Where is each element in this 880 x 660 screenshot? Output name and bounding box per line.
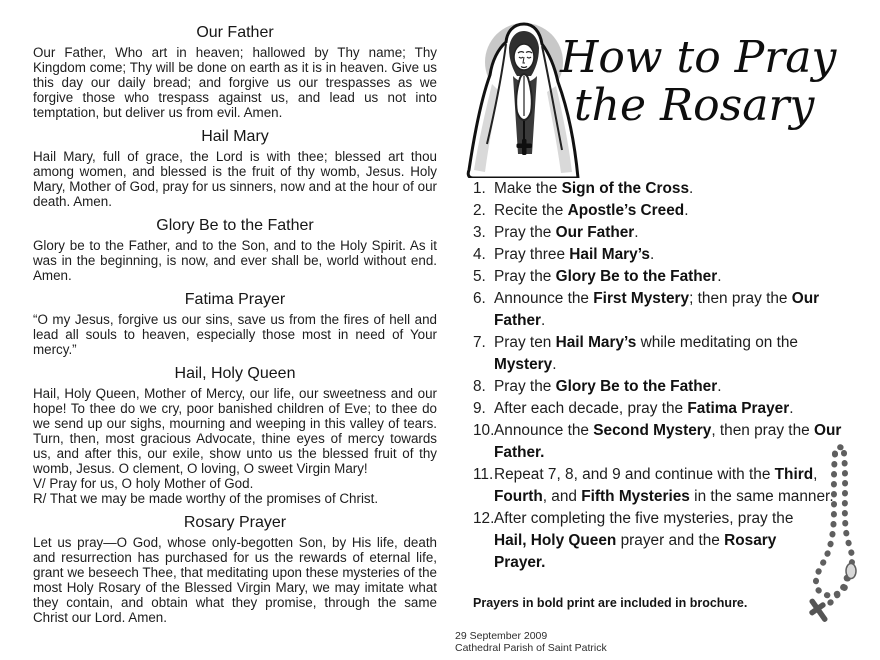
step-number: 12.: [473, 510, 495, 527]
step-text: Make the Sign of the Cross.: [494, 180, 694, 197]
prayer-versicle: V/ Pray for us, O holy Mother of God.: [33, 476, 254, 491]
rosary-step: [473, 464, 880, 508]
rosary-crucifix: [803, 594, 834, 626]
rosary-step: [473, 332, 880, 376]
step-text: Announce the First Mystery; then pray the Our Father.: [494, 290, 820, 329]
page-title-line1: How to Pray: [560, 32, 837, 83]
bold-print-note: Prayers in bold print are included in brochure.: [473, 596, 748, 610]
prayer-section: [33, 291, 437, 357]
prayer-title: Hail Mary: [201, 128, 269, 145]
step-number: 8.: [473, 378, 486, 395]
step-text: Pray the Glory Be to the Father.: [494, 378, 722, 395]
footer: [455, 631, 607, 654]
rosary-step: [473, 266, 880, 288]
prayer-sections: [33, 24, 437, 625]
prayer-body: Glory be to the Father, and to the Son, and to the Holy Spirit. As it was in the beginning, is now, and ever shall be, world without end. Amen.: [33, 238, 437, 283]
page-title: [560, 34, 836, 130]
step-text: Pray the Our Father.: [494, 224, 639, 241]
prayer-body: Hail Mary, full of grace, the Lord is with thee; blessed art thou among women, and blessed is the fruit of thy womb, Jesus. Holy Mary, Mother of God, pray for us sinners, now and at the hour of our death. Amen.: [33, 149, 437, 209]
step-number: 3.: [473, 224, 486, 241]
step-text: Pray the Glory Be to the Father.: [494, 268, 722, 285]
step-text: After each decade, pray the Fatima Prayer.: [494, 400, 794, 417]
rosary-step: [473, 508, 880, 574]
prayer-body: Let us pray—O God, whose only-begotten Son, by His life, death and resurrection has purchased for us the rewards of eternal life, grant we beseech Thee, that meditating upon these mysteries of the most Holy Rosary of the Blessed Virgin Mary, we may imitate what they contain, and obtain what they promise, through the same Christ our Lord. Amen.: [33, 535, 437, 625]
rosary-step: [473, 244, 880, 266]
step-text: Recite the Apostle’s Creed.: [494, 202, 689, 219]
prayer-body: Hail, Holy Queen, Mother of Mercy, our life, our sweetness and our hope! To thee do we cry, poor banished children of Eve; to thee do we send up our sighs, mourning and weeping in this valley of tears. Turn, then, most gracious Advocate, thine eyes of mercy towards us, and after this, our exile, show unto us the blessed fruit of thy womb, Jesus. O clement, O loving, O sweet Virgin Mary!: [33, 386, 437, 476]
pendant-cross-horizontal: [517, 144, 533, 149]
step-number: 6.: [473, 290, 486, 307]
rosary-step: [473, 398, 880, 420]
prayer-body: “O my Jesus, forgive us our sins, save us from the fires of hell and lead all souls to heaven, especially those most in need of Your mercy.”: [33, 312, 437, 357]
rosary-step: [473, 288, 880, 332]
step-text: Pray three Hail Mary’s.: [494, 246, 655, 263]
step-text: Pray ten Hail Mary’s while meditating on the Mystery.: [494, 334, 798, 373]
prayer-title: Our Father: [196, 24, 274, 41]
prayer-section: [33, 514, 437, 625]
prayer-section: [33, 128, 437, 209]
step-number: 2.: [473, 202, 486, 219]
prayer-title: Hail, Holy Queen: [174, 365, 296, 382]
prayer-title: Fatima Prayer: [184, 291, 286, 308]
step-number: 4.: [473, 246, 486, 263]
rosary-step: [473, 178, 880, 200]
beads-tail: [827, 578, 848, 606]
prayer-section: [33, 217, 437, 283]
steps-list: [473, 178, 880, 574]
prayer-title: Glory Be to the Father: [156, 217, 314, 234]
footer-date: 29 September 2009: [455, 630, 548, 642]
step-text: Announce the Second Mystery, then pray the Our Father.: [494, 422, 842, 461]
rosary-step: [473, 376, 880, 398]
page-title-line2: the Rosary: [574, 80, 815, 131]
prayer-section: [33, 24, 437, 120]
step-number: 11.: [473, 466, 494, 483]
prayer-body: Our Father, Who art in heaven; hallowed by Thy name; Thy Kingdom come; Thy will be done on earth as it is in heaven. Give us this day our daily bread; and forgive us our trespasses as we forgive those who trespass against us, and lead us not into temptation, but deliver us from evil. Amen.: [33, 45, 437, 120]
step-text: After completing the five mysteries, pray the Hail, Holy Queen prayer and the Rosary Prayer.: [494, 510, 794, 571]
prayer-section: [33, 365, 437, 506]
prayer-versicle: R/ That we may be made worthy of the promises of Christ.: [33, 491, 379, 506]
step-number: 9.: [473, 400, 486, 417]
step-text: Repeat 7, 8, and 9 and continue with the Third, Fourth, and Fifth Mysteries in the same manner.: [494, 466, 834, 505]
step-number: 1.: [473, 180, 486, 197]
step-number: 7.: [473, 334, 486, 351]
rosary-step: [473, 420, 880, 464]
step-number: 5.: [473, 268, 486, 285]
rosary-step: [473, 200, 880, 222]
prayer-title: Rosary Prayer: [183, 514, 287, 531]
rosary-step: [473, 222, 880, 244]
footer-parish: Cathedral Parish of Saint Patrick: [455, 641, 607, 654]
step-number: 10.: [473, 422, 495, 439]
